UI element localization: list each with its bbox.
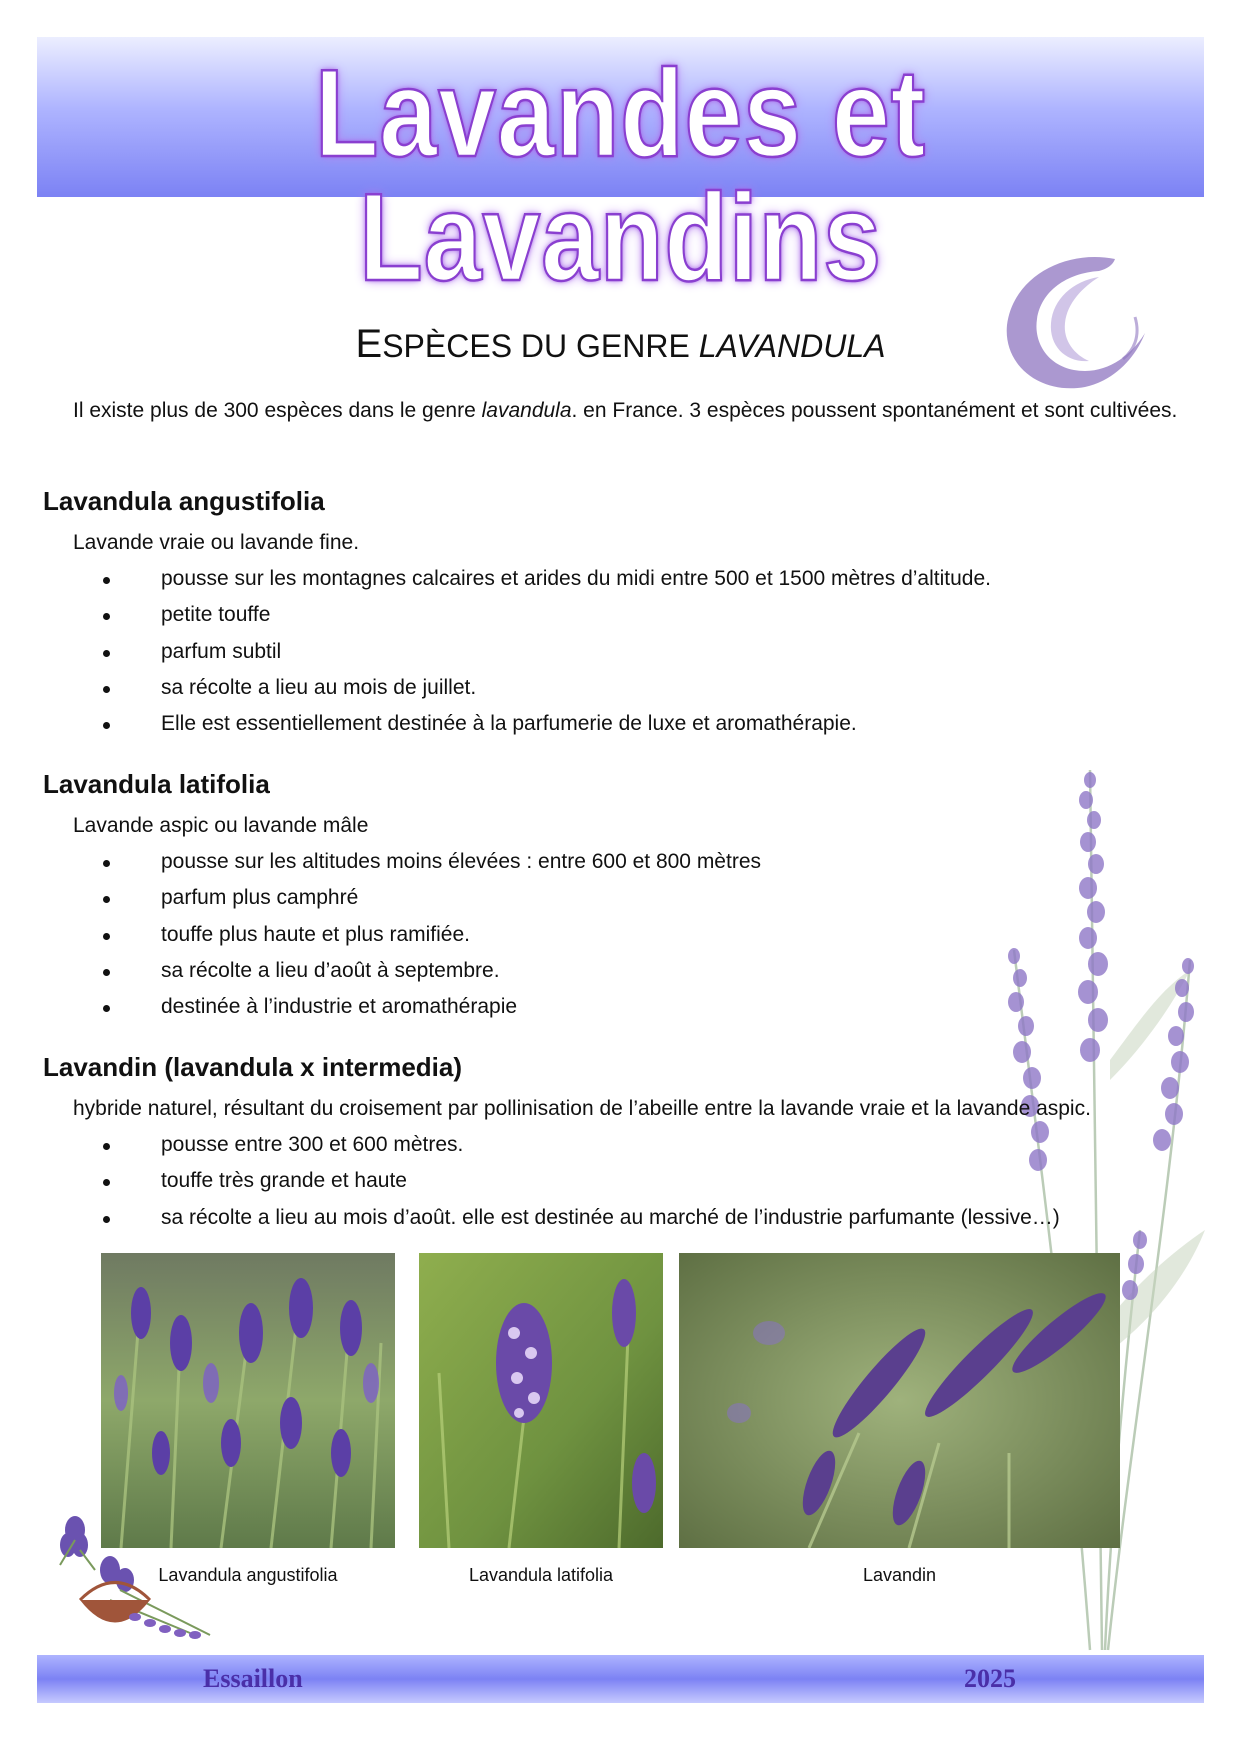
page-title: Lavandes et Lavandins: [314, 45, 927, 307]
bullet-icon: [103, 1143, 110, 1150]
footer-year: 2025: [964, 1664, 1016, 1693]
species-section-angustifolia: [43, 483, 1203, 742]
list-item: [43, 634, 1203, 670]
list-item-text: pousse entre 300 et 600 mètres.: [161, 1133, 464, 1156]
list-item-text: sa récolte a lieu d’août à septembre.: [161, 958, 500, 982]
list-item-text: touffe plus haute et plus ramifiée.: [161, 922, 470, 946]
species-heading: Lavandin (lavandula x intermedia): [43, 1052, 462, 1082]
bullet-icon: [103, 1179, 110, 1186]
bullet-icon: [103, 650, 110, 657]
species-heading: Lavandula latifolia: [43, 769, 270, 799]
bullet-icon: [103, 969, 110, 976]
lavender-basket-illustration: [40, 1505, 215, 1645]
species-bullet-list: [43, 561, 1203, 742]
list-item: [43, 953, 1203, 989]
photo-caption: Lavandula angustifolia: [158, 1565, 338, 1585]
bullet-icon: [103, 860, 110, 867]
section-title-italic: LAVANDULA: [698, 328, 886, 364]
list-item-text: sa récolte a lieu au mois de juillet.: [161, 675, 477, 699]
section-title: [0, 322, 1241, 367]
bullet-icon: [103, 686, 110, 693]
bullet-icon: [103, 1216, 110, 1223]
intro-text-2: . en France. 3 espèces poussent spontanément et sont cultivées.: [571, 399, 1178, 422]
list-item: [43, 1127, 1203, 1163]
list-item: [43, 1200, 1203, 1236]
species-bullet-list: [43, 844, 1203, 1025]
section-title-first-letter: E: [355, 322, 383, 366]
species-section-latifolia: [43, 766, 1203, 1025]
intro-italic: lavandula: [481, 399, 572, 422]
list-item: [43, 880, 1203, 916]
bullet-icon: [103, 577, 110, 584]
bullet-icon: [103, 896, 110, 903]
list-item-text: touffe très grande et haute: [161, 1169, 407, 1193]
list-item-text: pousse sur les altitudes moins élevées : entre 600 et 800 mètres: [161, 850, 761, 873]
photo-caption: Lavandula latifolia: [468, 1565, 614, 1585]
list-item: [43, 561, 1203, 597]
footer-author: Essaillon: [203, 1664, 303, 1693]
photo-caption: Lavandin: [862, 1565, 937, 1585]
intro-text-1: Il existe plus de 300 espèces dans le genre: [73, 399, 482, 422]
list-item-text: petite touffe: [161, 603, 271, 627]
intro-paragraph: [43, 393, 1198, 429]
list-item-text: sa récolte a lieu au mois d’août. elle est destinée au marché de l’industrie parfumante (lessive…): [161, 1205, 1060, 1229]
bullet-icon: [103, 933, 110, 940]
species-section-lavandin: [43, 1049, 1203, 1236]
section-title-rest: SPÈCES DU GENRE: [382, 328, 699, 364]
list-item: [43, 1163, 1203, 1199]
photo-lavandula-latifolia: [419, 1253, 663, 1548]
list-item-text: parfum subtil: [161, 639, 282, 663]
species-common-name: Lavande vraie ou lavande fine.: [73, 531, 360, 554]
list-item-text: destinée à l’industrie et aromathérapie: [161, 995, 518, 1019]
list-item: [43, 989, 1203, 1025]
species-common-name: hybride naturel, résultant du croisement par pollinisation de l’abeille entre la lavande vraie et la lavande aspic.: [73, 1097, 1091, 1120]
species-heading: Lavandula angustifolia: [43, 486, 325, 516]
species-common-name: Lavande aspic ou lavande mâle: [73, 814, 369, 837]
list-item: [43, 844, 1203, 880]
photo-lavandin: [679, 1253, 1120, 1548]
photo-lavandula-angustifolia: [101, 1253, 395, 1548]
list-item-text: parfum plus camphré: [161, 886, 359, 910]
species-bullet-list: [43, 1127, 1203, 1236]
bullet-icon: [103, 722, 110, 729]
list-item: [43, 597, 1203, 633]
list-item-text: Elle est essentiellement destinée à la parfumerie de luxe et aromathérapie.: [161, 712, 857, 736]
list-item-text: pousse sur les montagnes calcaires et arides du midi entre 500 et 1500 mètres d’altitude.: [161, 567, 991, 590]
footer-banner: [37, 1655, 1204, 1703]
list-item: [43, 706, 1203, 742]
bullet-icon: [103, 1005, 110, 1012]
list-item: [43, 917, 1203, 953]
bullet-icon: [103, 613, 110, 620]
list-item: [43, 670, 1203, 706]
